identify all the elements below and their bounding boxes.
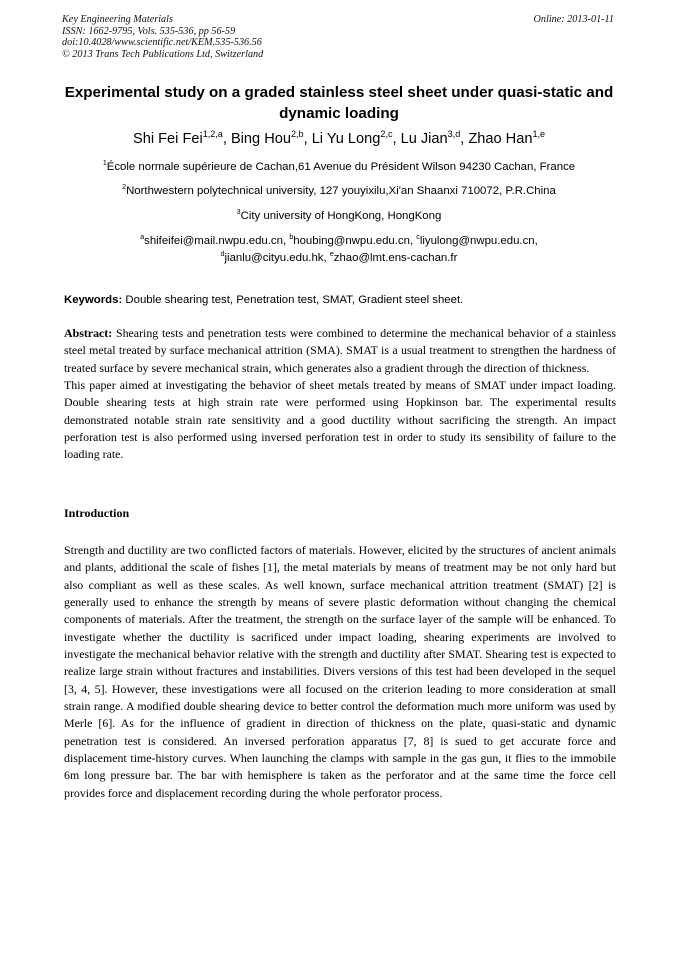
journal-header	[62, 14, 263, 60]
author-name: Zhao Han	[468, 131, 533, 147]
email-link[interactable]: jianlu@cityu.edu.hk	[224, 252, 324, 264]
author-name: Shi Fei Fei	[132, 131, 203, 147]
email-line-1: $^a$shifeifei@mail.nwpu.edu.cn, $^b$houbing@nwpu.edu.cn, $^c$liyulong@nwpu.edu.cn,	[140, 234, 538, 247]
email-line-2: $^d$jianlu@cityu.edu.hk, $^e$zhao@lmt.ens-cachan.fr	[220, 251, 458, 264]
keywords-text: Double shearing test, Penetration test, SMAT, Gradient steel sheet.	[125, 294, 464, 306]
email-link[interactable]: houbing@nwpu.edu.cn	[293, 235, 410, 247]
author-name: Bing Hou	[230, 131, 291, 147]
affiliation-3: $^3$City university of HongKong, HongKong	[236, 209, 442, 222]
abstract-label: Abstract:	[64, 326, 113, 340]
keywords	[64, 293, 616, 307]
keywords-label: Keywords:	[64, 294, 123, 306]
paper-title: Experimental study on a graded stainless steel sheet under quasi-static and dynamic loading	[64, 84, 614, 122]
author-sup: 2,c	[380, 129, 393, 140]
abstract	[64, 325, 616, 464]
section-heading-introduction: Introduction	[64, 506, 130, 520]
journal-name: Key Engineering Materials	[62, 14, 173, 25]
doi-line: doi:10.4028/www.scientific.net/KEM.535-536.56	[62, 37, 262, 49]
introduction-paragraph: Strength and ductility are two conflicted factors of materials. However, elicited by the structures of ancient animals and plants, additional the scale of fishes [1], the metal materials by means of treatment may be not only hard but also compliant as well as these scales. As well known, surface mechanical attrition treatment (SMAT) [2] is generally used to enhance the strength by means of severe plastic deformation without changing the chemical components of materials. After the treatment, the strength on the surface layer of the sample will be enhanced. To investigate whether the ductility is sacrificed under impact loading, shearing experiments are involved to investigate the mechanical behavior relative with the strength and ductility after SMAT. Shearing test is expected to realize large strain without fractures and instabilities. Divers versions of this test had been developed in the sequel [3, 4, 5]. However, these investigations were all focused on the criterion leading to more consideration at small strain range. A modified double shearing device to better control the deformation much more uniform was used by Merle [6]. As for the influence of gradient in direction of thickness on the plate, quasi-static and dynamic penetration test is considered. An inversed perforation apparatus [7, 8] is sued to get accurate force and displacement time-history curves. When launching the clamps with sample in the gas gun, it flies to the immobile 6m long pressure bar. The bar with hemisphere is taken as the perforator and at the same time the force cell provides force and displacement recording during the whole perforator process.	[64, 543, 616, 800]
email-link[interactable]: zhao@lmt.ens-cachan.fr	[333, 252, 458, 264]
affiliation-1: $^1$École normale supérieure de Cachan,61 Avenue du Président Wilson 94230 Cachan, France	[102, 160, 576, 173]
author-list: Shi Fei Fei$^{1,2,a}$, Bing Hou$^{2,b}$, Li Yu Long$^{2,c}$, Lu Jian$^{3,d}$, Zhao Han$^{1,e}$	[132, 129, 546, 147]
issn-line: ISSN: 1662-9795, Vols. 535-536, pp 56-59	[62, 25, 236, 37]
author-sup: 3,d	[447, 129, 461, 140]
author-name: Lu Jian	[400, 131, 448, 147]
online-date: Online: 2013-01-11	[533, 14, 614, 25]
introduction-body	[64, 542, 616, 802]
email-link[interactable]: liyulong@nwpu.edu.cn	[419, 235, 535, 247]
author-sup: 2,b	[291, 129, 304, 140]
author-sup: 1,e	[532, 129, 546, 140]
affiliation-2: $^2$Northwestern polytechnical university, 127 youyixilu,Xi'an Shaanxi 710072, P.R.China	[122, 184, 556, 197]
author-name: Li Yu Long	[311, 131, 381, 147]
email-link[interactable]: shifeifei@mail.nwpu.edu.cn	[144, 235, 283, 247]
abstract-paragraph-1: Abstract: Shearing tests and penetration tests were combined to determine the mechanical behavior of a stainless steel metal treated by surface mechanical attrition (SMA). SMAT is a usual treatment to strengthen the hardness of treated surface by severe mechanical strain, which generates also a gradient through the direction of thickness.	[64, 326, 616, 375]
author-sup: 1,2,a	[202, 129, 223, 140]
copyright-line: © 2013 Trans Tech Publications Ltd, Switzerland	[62, 48, 264, 60]
abstract-paragraph-2: This paper aimed at investigating the behavior of sheet metals treated by means of SMAT under impact loading. Double shearing tests at high strain rate were performed using Hopkinson bar. The experimental results demonstrated notable strain rate sensitivity and a good ductility without sacrificing the strength. An impact perforation test is also performed using inversed perforation test in order to study its sensibility of failure to the loading rate.	[64, 378, 616, 462]
